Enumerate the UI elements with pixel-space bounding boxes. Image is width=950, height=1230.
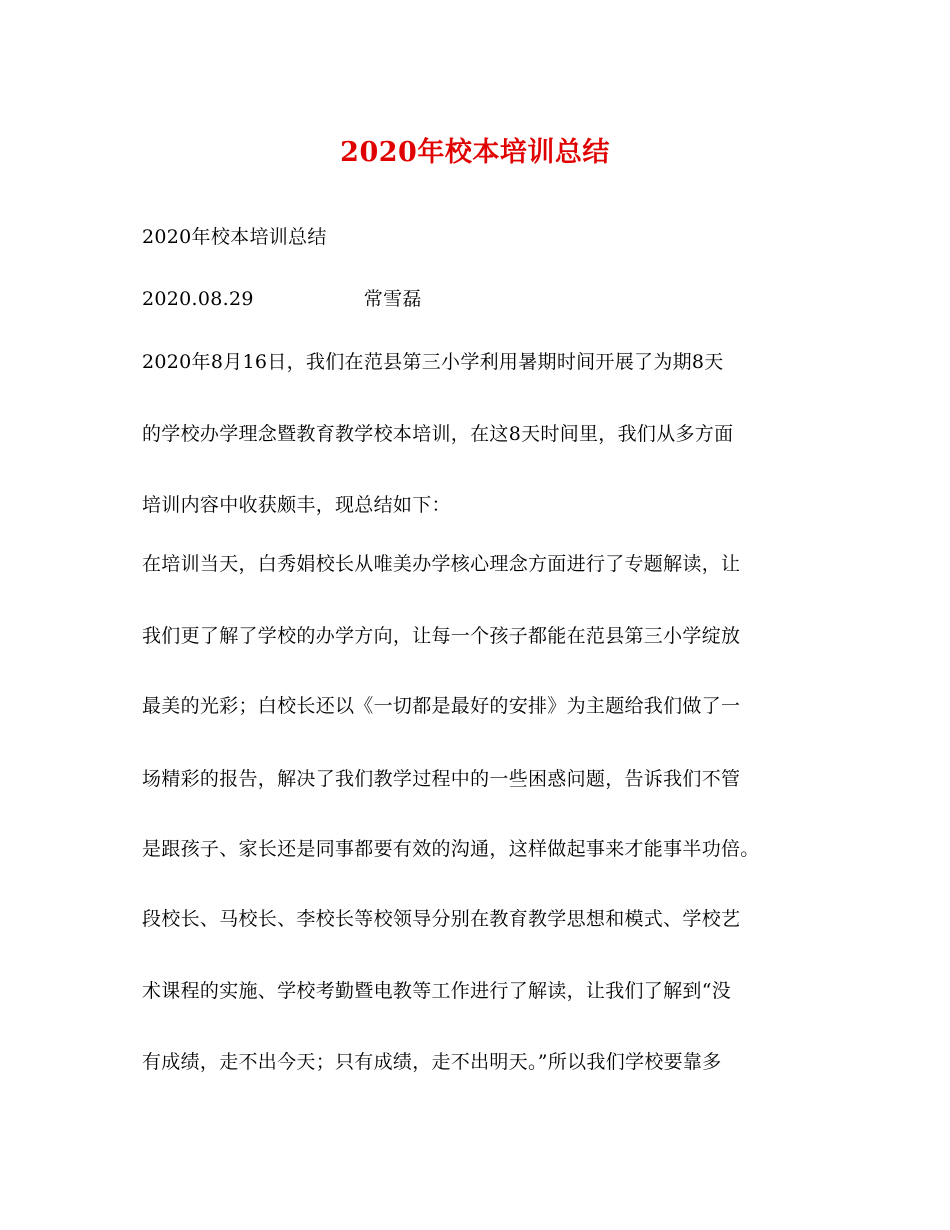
body-line: 我们更了解了学校的办学方向，让每一个孩子都能在范县第三小学绽放 [142,625,741,647]
document-date: 2020.08.29 [142,288,254,310]
body-line: 是跟孩子、家长还是同事都要有效的沟通，这样做起事来才能事半功倍。 [142,838,760,860]
document-subtitle: 2020年校本培训总结 [142,226,327,248]
body-line: 术课程的实施、学校考勤暨电教等工作进行了解读，让我们了解到“没 [142,980,732,1002]
body-line: 在培训当天，白秀娟校长从唯美办学核心理念方面进行了专题解读，让 [142,553,741,575]
body-line: 2020年8月16日，我们在范县第三小学利用暑期时间开展了为期8天 [142,351,724,373]
body-line: 培训内容中收获颇丰，现总结如下： [142,494,451,516]
body-line: 场精彩的报告，解决了我们教学过程中的一些困惑问题，告诉我们不管 [142,768,741,790]
body-line: 最美的光彩；白校长还以《一切都是最好的安排》为主题给我们做了一 [142,695,741,717]
date-author-line [142,287,422,311]
body-line: 的学校办学理念暨教育教学校本培训，在这8天时间里，我们从多方面 [142,423,734,445]
body-line: 有成绩，走不出今天；只有成绩，走不出明天。”所以我们学校要靠多 [142,1051,722,1073]
document-title: 2020年校本培训总结 [340,137,610,168]
document-author: 常雪磊 [363,288,422,310]
body-line: 段校长、马校长、李校长等校领导分别在教育教学思想和模式、学校艺 [142,908,741,930]
